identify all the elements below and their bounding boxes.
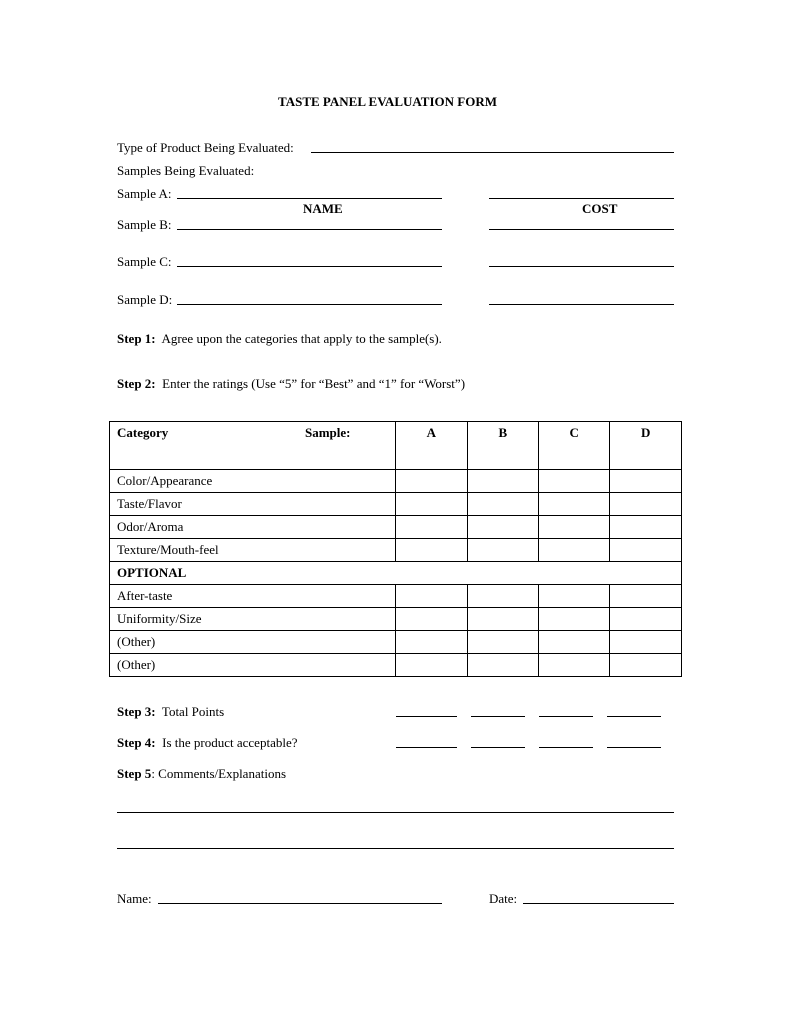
- product-type-field[interactable]: [311, 152, 674, 153]
- sample-b-cost-field[interactable]: [489, 229, 674, 230]
- table-row: [110, 631, 682, 654]
- row-label: Taste/Flavor: [110, 493, 396, 516]
- step-3-label: Step 3:: [117, 704, 156, 719]
- sample-c-name-field[interactable]: [177, 266, 442, 267]
- rating-cell[interactable]: [610, 631, 682, 654]
- optional-section-row: [110, 562, 682, 585]
- rating-cell[interactable]: [610, 493, 682, 516]
- header-col-a: A: [396, 422, 467, 470]
- comments-line-1[interactable]: [117, 812, 674, 813]
- row-label: Uniformity/Size: [110, 608, 396, 631]
- step-4-text: Is the product acceptable?: [162, 735, 298, 750]
- step-5-label: Step 5: [117, 766, 152, 781]
- total-a-field[interactable]: [396, 716, 457, 717]
- rating-cell[interactable]: [467, 608, 538, 631]
- header-col-b: B: [467, 422, 538, 470]
- step-1: [117, 331, 442, 347]
- sample-c-label: Sample C:: [117, 254, 172, 269]
- rating-cell[interactable]: [539, 470, 610, 493]
- rating-cell[interactable]: [467, 493, 538, 516]
- rating-cell[interactable]: [539, 539, 610, 562]
- rating-cell[interactable]: [610, 654, 682, 677]
- table-header-row: [110, 422, 682, 470]
- optional-label: OPTIONAL: [110, 562, 682, 585]
- rating-cell[interactable]: [467, 539, 538, 562]
- sample-b-name-field[interactable]: [177, 229, 442, 230]
- name-field[interactable]: [158, 903, 442, 904]
- table-row: [110, 516, 682, 539]
- step-1-label: Step 1:: [117, 331, 156, 346]
- rating-cell[interactable]: [539, 631, 610, 654]
- step-2-text: Enter the ratings (Use “5” for “Best” and “1” for “Worst”): [162, 376, 466, 391]
- rating-cell[interactable]: [539, 493, 610, 516]
- rating-cell[interactable]: [396, 470, 467, 493]
- acceptable-d-field[interactable]: [607, 747, 661, 748]
- step-2: [117, 376, 465, 392]
- step-3: [117, 704, 224, 720]
- row-label: (Other): [110, 631, 396, 654]
- table-row: [110, 493, 682, 516]
- sample-a-name-field[interactable]: [177, 198, 442, 199]
- header-col-c: C: [539, 422, 610, 470]
- step-4-label: Step 4:: [117, 735, 156, 750]
- acceptable-b-field[interactable]: [471, 747, 525, 748]
- table-row: [110, 539, 682, 562]
- header-sample: Sample:: [305, 425, 351, 440]
- row-label: (Other): [110, 654, 396, 677]
- sample-a-cost-field[interactable]: [489, 198, 674, 199]
- step-5: [117, 766, 286, 782]
- table-row: [110, 654, 682, 677]
- rating-cell[interactable]: [539, 608, 610, 631]
- total-c-field[interactable]: [539, 716, 593, 717]
- rating-cell[interactable]: [539, 654, 610, 677]
- step-4: [117, 735, 298, 751]
- sample-b-label: Sample B:: [117, 217, 172, 232]
- table-row: [110, 470, 682, 493]
- row-label: Texture/Mouth-feel: [110, 539, 396, 562]
- product-type-label: Type of Product Being Evaluated:: [117, 140, 294, 155]
- acceptable-a-field[interactable]: [396, 747, 457, 748]
- row-label: Color/Appearance: [110, 470, 396, 493]
- rating-cell[interactable]: [539, 516, 610, 539]
- rating-cell[interactable]: [396, 516, 467, 539]
- sample-c-cost-field[interactable]: [489, 266, 674, 267]
- rating-cell[interactable]: [467, 585, 538, 608]
- page-title: TASTE PANEL EVALUATION FORM: [278, 94, 497, 109]
- cost-column-label: COST: [582, 201, 618, 216]
- sample-d-cost-field[interactable]: [489, 304, 674, 305]
- rating-cell[interactable]: [396, 539, 467, 562]
- total-b-field[interactable]: [471, 716, 525, 717]
- rating-cell[interactable]: [539, 585, 610, 608]
- rating-cell[interactable]: [396, 493, 467, 516]
- header-category-cell: [110, 422, 396, 470]
- table-row: [110, 585, 682, 608]
- name-label: Name:: [117, 891, 152, 906]
- sample-a-label: Sample A:: [117, 186, 172, 201]
- row-label: After-taste: [110, 585, 396, 608]
- date-label: Date:: [489, 891, 518, 906]
- sample-d-name-field[interactable]: [177, 304, 442, 305]
- rating-cell[interactable]: [610, 585, 682, 608]
- rating-cell[interactable]: [467, 654, 538, 677]
- step-5-text: : Comments/Explanations: [151, 766, 286, 781]
- total-d-field[interactable]: [607, 716, 661, 717]
- row-label: Odor/Aroma: [110, 516, 396, 539]
- table-row: [110, 608, 682, 631]
- sample-d-label: Sample D:: [117, 292, 173, 307]
- step-1-text: Agree upon the categories that apply to the sample(s).: [161, 331, 442, 346]
- rating-cell[interactable]: [396, 585, 467, 608]
- header-col-d: D: [610, 422, 682, 470]
- step-3-text: Total Points: [161, 704, 225, 719]
- ratings-table: [109, 421, 682, 677]
- name-column-label: NAME: [303, 201, 343, 216]
- rating-cell[interactable]: [396, 631, 467, 654]
- rating-cell[interactable]: [467, 516, 538, 539]
- rating-cell[interactable]: [610, 539, 682, 562]
- rating-cell[interactable]: [467, 470, 538, 493]
- acceptable-c-field[interactable]: [539, 747, 593, 748]
- rating-cell[interactable]: [396, 654, 467, 677]
- rating-cell[interactable]: [467, 631, 538, 654]
- date-field[interactable]: [523, 903, 674, 904]
- rating-cell[interactable]: [610, 608, 682, 631]
- rating-cell[interactable]: [396, 608, 467, 631]
- comments-line-2[interactable]: [117, 848, 674, 849]
- header-category: Category: [117, 425, 169, 440]
- samples-label: Samples Being Evaluated:: [117, 163, 255, 178]
- rating-cell[interactable]: [610, 470, 682, 493]
- rating-cell[interactable]: [610, 516, 682, 539]
- step-2-label: Step 2:: [117, 376, 156, 391]
